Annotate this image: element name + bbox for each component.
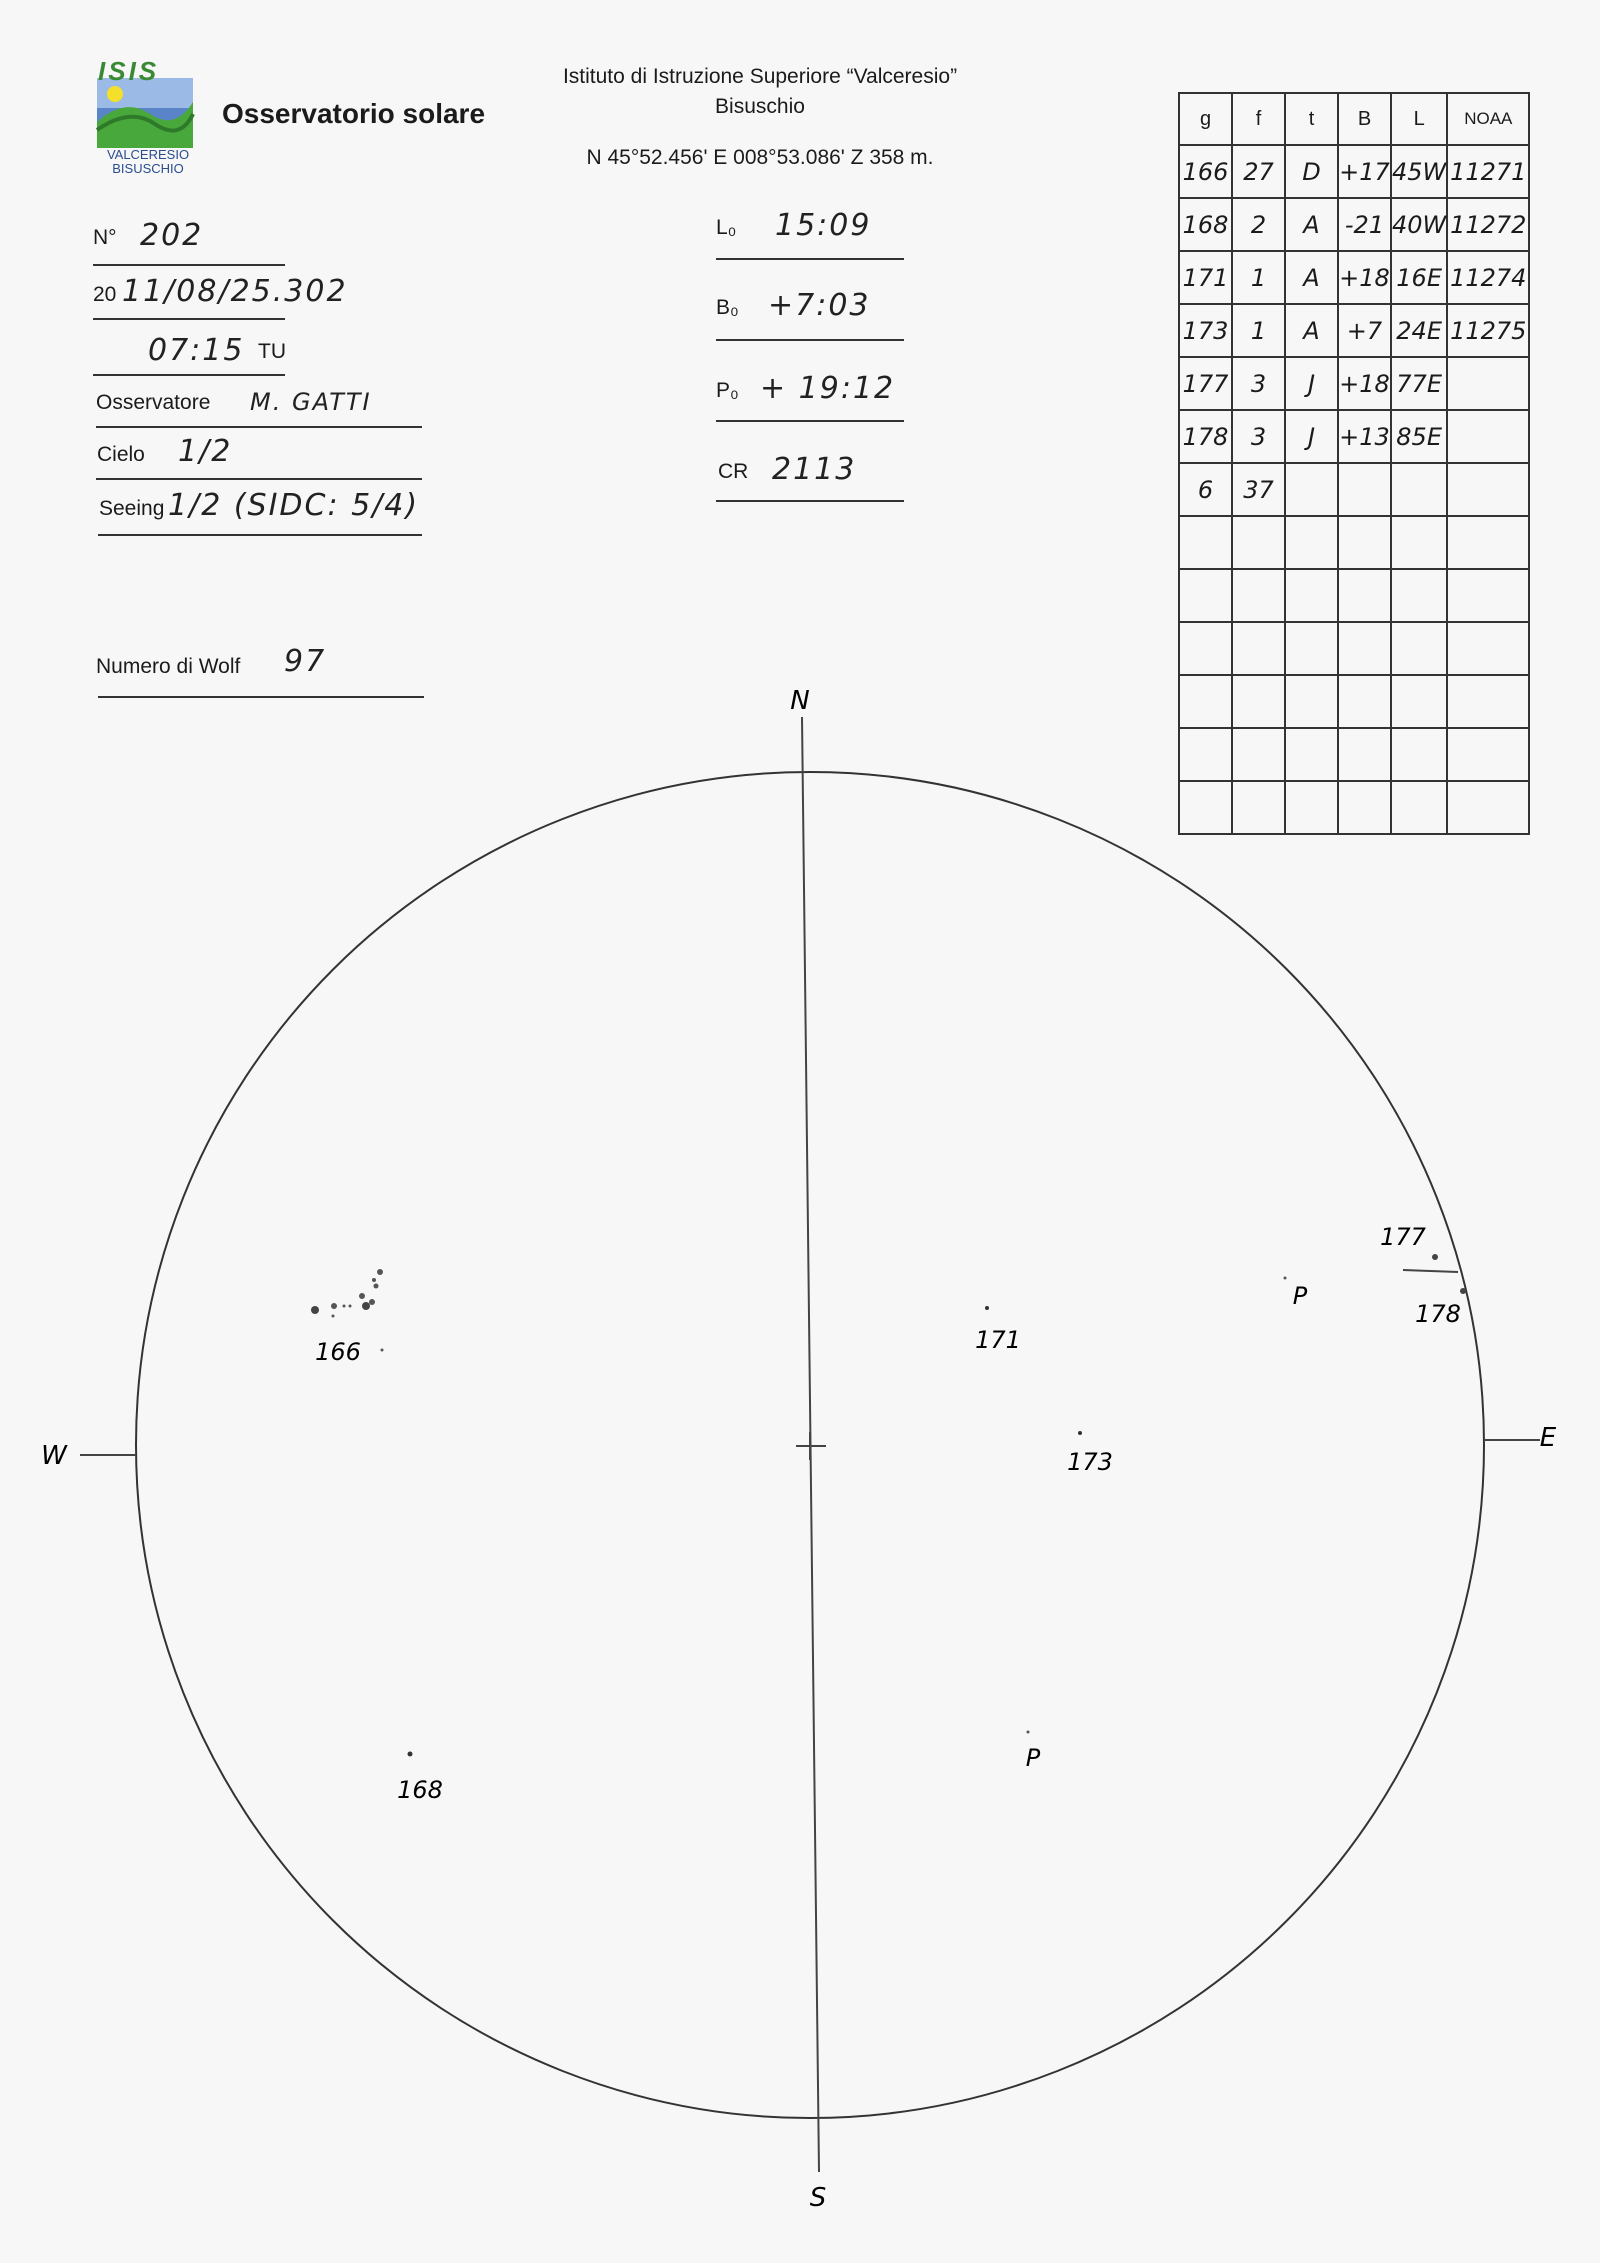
group-168-spot [408,1752,413,1757]
p0-label: P₀ [716,379,739,402]
spot [311,1306,319,1314]
group-171-label: 171 [975,1326,1021,1354]
cell-noaa: 11274 [1447,251,1529,304]
wolf-value: 97 [284,644,327,679]
cell-t: A [1285,304,1338,357]
cell-g: 171 [1179,251,1232,304]
cell-b: +18 [1338,357,1391,410]
spot [372,1278,376,1282]
cell-g: 173 [1179,304,1232,357]
b0-label: B₀ [716,296,739,319]
cell-l: 24E [1391,304,1447,357]
date-prefix: 20 [93,283,117,306]
l0-value: 15:09 [775,208,872,243]
sky-value: 1/2 [178,434,233,469]
page-title: Osservatorio solare [222,98,486,129]
group-178-spot [1460,1288,1466,1294]
west-label: W [41,1441,67,1471]
cell-l: 85E [1391,410,1447,463]
cell-f: 1 [1232,251,1285,304]
header-b: B [1338,93,1391,145]
number-value: 202 [140,218,204,253]
group-173-spot [1078,1431,1082,1435]
observer-label: Osservatore [96,391,211,414]
spot [331,1303,337,1309]
cell-l: 40W [1391,198,1447,251]
group-177-label: 177 [1380,1223,1426,1251]
cell-f: 2 [1232,198,1285,251]
cell-l: 45W [1391,145,1447,198]
spot [359,1293,365,1299]
cell-t: J [1285,410,1338,463]
north-label: N [790,686,810,716]
logo-subtitle-line1: VALCERESIO [106,147,190,162]
number-label: N° [93,226,117,249]
cell-l: 77E [1391,357,1447,410]
cell-t: J [1285,357,1338,410]
spot [332,1315,335,1318]
spot [349,1305,352,1308]
l0-label: L₀ [716,216,737,239]
cell-l: 16E [1391,251,1447,304]
plage-label: P [1025,1744,1041,1772]
spot [362,1302,370,1310]
cell-g: 166 [1179,145,1232,198]
logo-wordmark: ISIS [98,56,160,86]
cell-b: -21 [1338,198,1391,251]
cell-f: 1 [1232,304,1285,357]
spot [369,1299,375,1305]
south-label: S [809,2183,827,2213]
spot [377,1269,383,1275]
spot [381,1349,384,1352]
header-l: L [1391,93,1447,145]
header-g: g [1179,93,1232,145]
cell-g: 6 [1179,463,1232,516]
school-line2: Bisuschio [715,95,805,118]
school-line1: Istituto di Istruzione Superiore “Valceresio” [562,65,958,88]
sky-label: Cielo [97,443,145,466]
cell-f: 27 [1232,145,1285,198]
group-173-label: 173 [1067,1448,1113,1476]
cell-b: +13 [1338,410,1391,463]
group-166-label: 166 [315,1338,361,1366]
cell-f: 37 [1232,463,1285,516]
cell-noaa: 11275 [1447,304,1529,357]
plage-label: P [1292,1282,1308,1310]
group-168-label: 168 [397,1776,443,1804]
logo-subtitle-line2: BISUSCHIO [112,161,184,176]
time-unit: TU [258,340,286,363]
cell-noaa: 11272 [1447,198,1529,251]
cell-t: A [1285,198,1338,251]
group-178-label: 178 [1415,1300,1461,1328]
group-177-spot [1432,1254,1438,1260]
plage-dot [1284,1277,1287,1280]
spot [374,1284,379,1289]
b0-value: +7:03 [768,288,871,323]
east-label: E [1539,1423,1557,1453]
cr-label: CR [718,460,749,483]
cell-f: 3 [1232,357,1285,410]
observatory-coordinates: N 45°52.456' E 008°53.086' Z 358 m. [586,146,934,169]
cell-b: +17 [1338,145,1391,198]
group-177-marker-line [1403,1270,1458,1272]
seeing-label: Seeing [99,497,165,520]
cell-f: 3 [1232,410,1285,463]
observer-value: M. GATTI [250,388,372,416]
header-noaa: NOAA [1447,93,1529,145]
cell-b: +7 [1338,304,1391,357]
cell-t: D [1285,145,1338,198]
wolf-label: Numero di Wolf [96,655,241,678]
header-f: f [1232,93,1285,145]
date-value: 11/08/25.302 [122,274,348,309]
cell-b: +18 [1338,251,1391,304]
cr-value: 2113 [772,452,857,487]
cell-g: 168 [1179,198,1232,251]
group-171-spot [985,1306,989,1310]
cell-g: 177 [1179,357,1232,410]
header-t: t [1285,93,1338,145]
seeing-value: 1/2 (SIDC: 5/4) [168,488,420,523]
p0-value: + 19:12 [760,371,896,406]
cell-g: 178 [1179,410,1232,463]
cell-noaa: 11271 [1447,145,1529,198]
time-value: 07:15 [148,333,245,368]
plage-dot [1027,1731,1030,1734]
cell-t: A [1285,251,1338,304]
spot [343,1305,346,1308]
